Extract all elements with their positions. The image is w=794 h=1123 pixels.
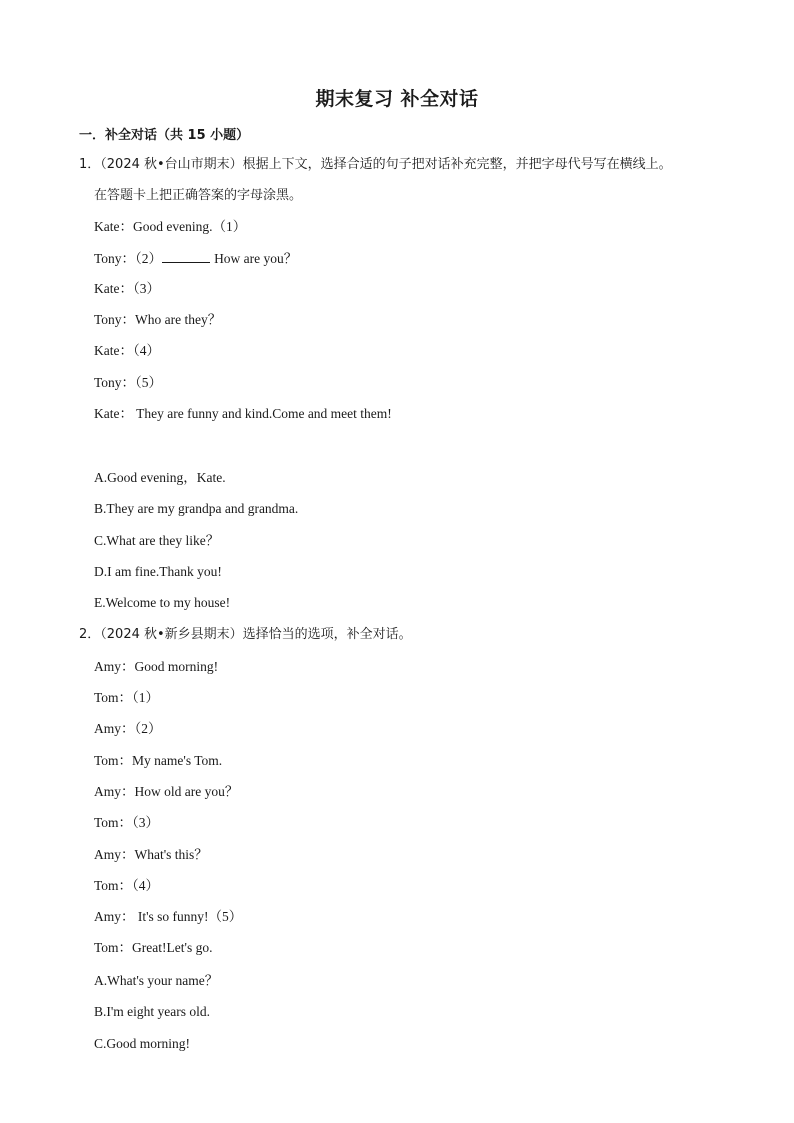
q2-dialogue-line: Tom：（4）	[94, 878, 160, 893]
q1-option: B.They are my grandpa and grandma.	[94, 501, 299, 516]
q1-dialogue-line: Tony：Who are they？	[94, 312, 222, 327]
page-title: 期末复习 补全对话	[315, 88, 479, 110]
q2-dialogue-line: Tom：（1）	[94, 690, 160, 705]
question-1-stem: 1．（2024 秋•台山市期末）根据上下文，选择合适的句子把对话补充完整，并把字母代号写在横线上。	[79, 157, 672, 172]
question-2-stem: 2．（2024 秋•新乡县期末）选择恰当的选项，补全对话。	[79, 627, 412, 642]
q2-dialogue-line: Tom：Great!Let's go.	[94, 940, 213, 955]
q1-option: C.What are they like？	[94, 533, 220, 548]
q2-dialogue-line: Tom：（3）	[94, 815, 160, 830]
q2-dialogue-line: Amy： It's so funny!（5）	[94, 909, 243, 924]
section-heading: 一．补全对话（共 15 小题）	[79, 128, 250, 143]
answer-blank[interactable]	[162, 249, 210, 263]
q1-dialogue-line	[94, 249, 297, 268]
q1-dialogue-line: Kate：（4）	[94, 343, 160, 358]
q1-dialogue-line: Kate：（3）	[94, 281, 160, 296]
q2-dialogue-line: Tom：My name's Tom.	[94, 753, 223, 768]
q1-dialogue-line: Kate：Good evening.（1）	[94, 219, 247, 234]
q2-dialogue-line: Amy：（2）	[94, 721, 162, 736]
q2-option: A.What's your name？	[94, 973, 219, 988]
q1-dialogue-line: Kate： They are funny and kind.Come and meet them!	[94, 406, 392, 421]
question-1-stem-continued: 在答题卡上把正确答案的字母涂黑。	[94, 188, 303, 203]
q2-option: C.Good morning!	[94, 1036, 190, 1051]
q2-dialogue-line: Amy：How old are you？	[94, 784, 239, 799]
q1-dialogue-tail: How are you？	[214, 251, 298, 266]
q1-option: D.I am fine.Thank you!	[94, 564, 222, 579]
q2-dialogue-line: Amy：Good morning!	[94, 659, 219, 674]
q1-dialogue-prefix: Tony：（2）	[94, 251, 163, 266]
q1-option: E.Welcome to my house!	[94, 595, 231, 610]
q1-option: A.Good evening，Kate.	[94, 470, 226, 485]
q1-dialogue-line: Tony：（5）	[94, 375, 163, 390]
q2-dialogue-line: Amy：What's this？	[94, 847, 208, 862]
q2-option: B.I'm eight years old.	[94, 1004, 211, 1019]
